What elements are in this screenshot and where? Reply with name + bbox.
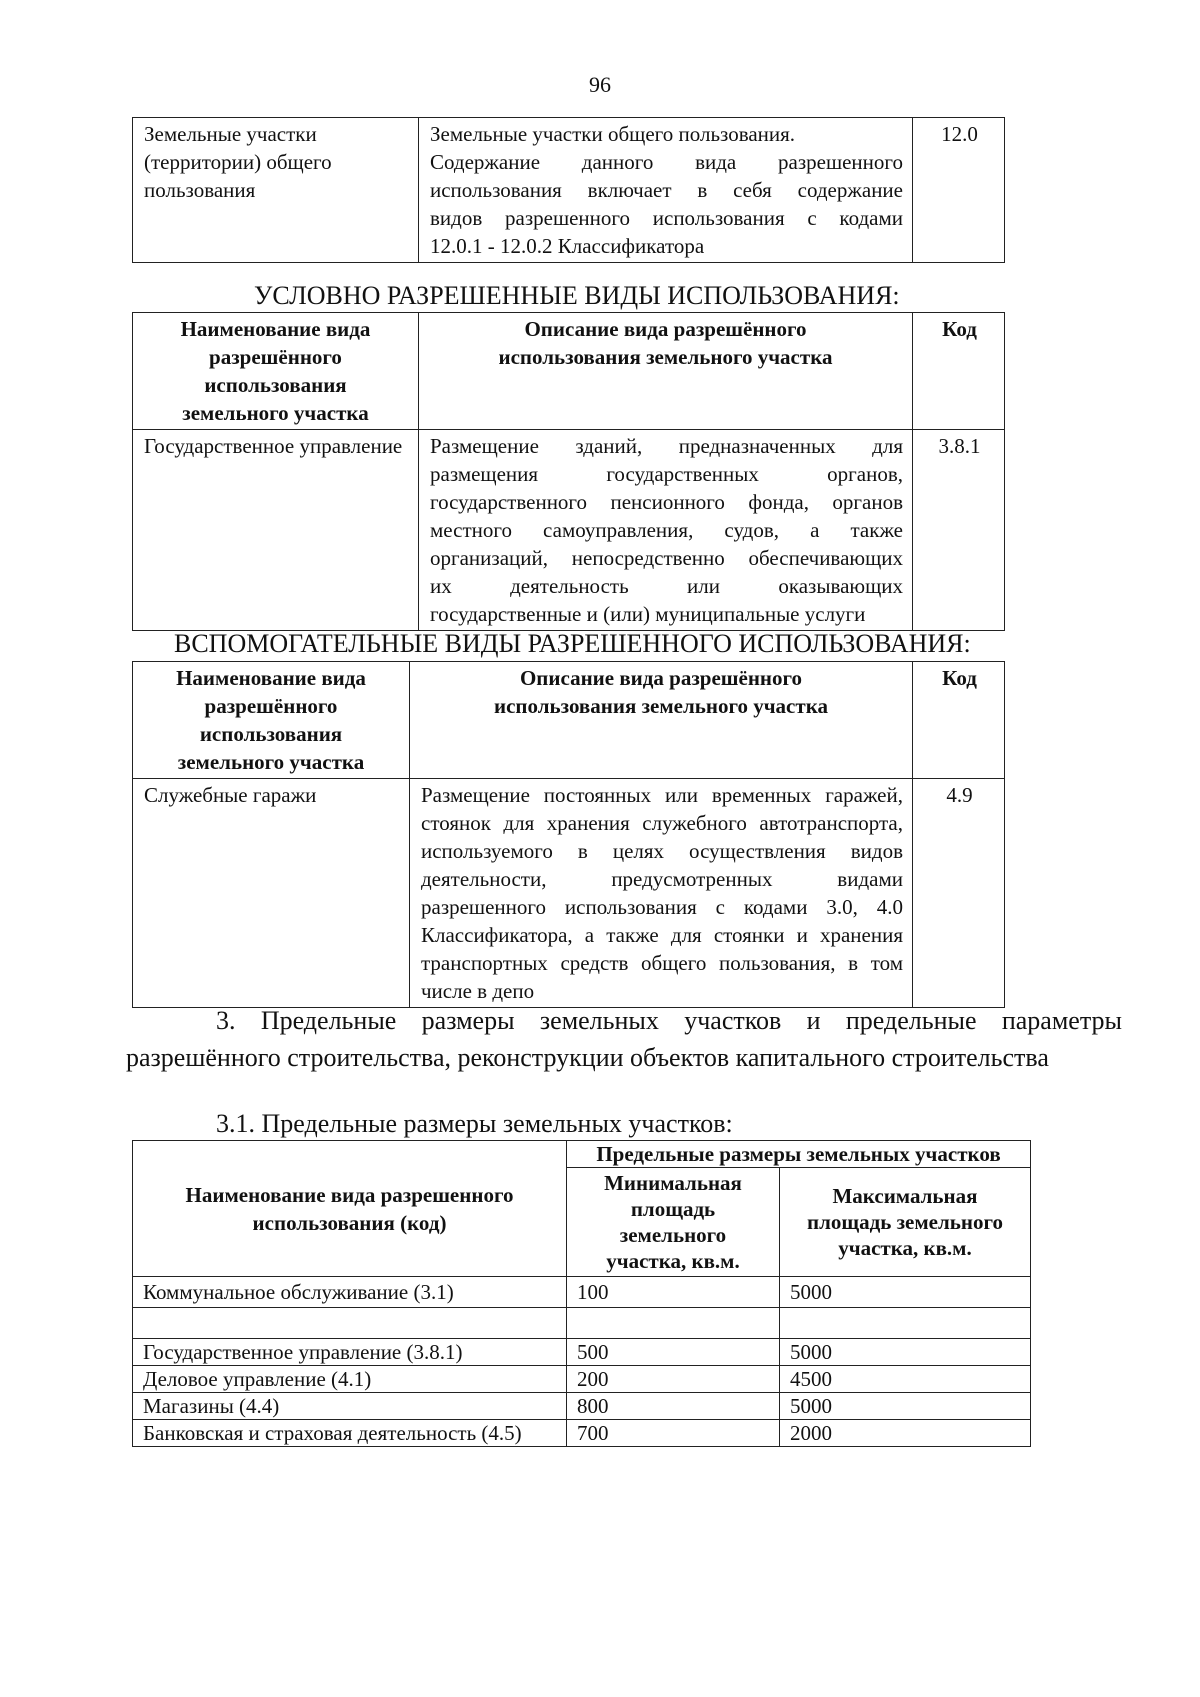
use-name-cell: Коммунальное обслуживание (3.1) [133,1277,567,1308]
table-row [133,430,1005,631]
table-row [133,779,1005,1008]
table-row [133,1277,1031,1308]
table-row [133,1420,1031,1447]
table-header-row [133,662,1005,779]
table-row [133,118,1005,263]
use-name-cell: Государственное управление (3.8.1) [133,1339,567,1366]
paragraph-3-1: 3.1. Предельные размеры земельных участков: [216,1109,733,1138]
use-name-cell: Государственное управление [133,430,419,631]
table-row [133,1393,1031,1420]
section-title-auxiliary: ВСПОМОГАТЕЛЬНЫЕ ВИДЫ РАЗРЕШЕННОГО ИСПОЛЬЗОВАНИЯ: [174,629,971,658]
max-area-cell: 2000 [780,1420,1031,1447]
use-name-cell: Магазины (4.4) [133,1393,567,1420]
use-description-cell: Размещение зданий, предназначенных для размещения государственных органов, государственного пенсионного фонда, органов местного самоуправления, судов, а также организаций, непосредственно обеспечивающих их деятельность или оказывающих государственные и (или) муниципальные услуги [419,430,913,631]
header-use-name: Наименование вида разрешённого использования земельного участка [133,662,410,779]
section-title-conditional: УСЛОВНО РАЗРЕШЕННЫЕ ВИДЫ ИСПОЛЬЗОВАНИЯ: [254,281,900,310]
header-size-group: Предельные размеры земельных участков [567,1141,1031,1168]
max-area-cell [780,1308,1031,1339]
table-auxiliary-uses [132,661,1005,1008]
header-use-name: Наименование вида разрешённого использования земельного участка [133,313,419,430]
paragraph-3: 3. Предельные размеры земельных участков и предельные параметры разрешённого строительства, реконструкции объектов капитального строительства [126,1006,1122,1072]
use-name-cell: Банковская и страховая деятельность (4.5) [133,1420,567,1447]
header-min-area: Минимальная площадь земельного участка, кв.м. [567,1168,780,1277]
header-use-code: Код [913,662,1005,779]
use-code-cell: 4.9 [913,779,1005,1008]
table-conditional-uses [132,312,1005,631]
table-row [133,1339,1031,1366]
min-area-cell: 800 [567,1393,780,1420]
header-use-description: Описание вида разрешённого использования земельного участка [419,313,913,430]
table-header-row [133,313,1005,430]
header-use-name-code: Наименование вида разрешенного использования (код) [133,1141,567,1277]
header-use-description: Описание вида разрешённого использования земельного участка [410,662,913,779]
min-area-cell: 200 [567,1366,780,1393]
use-name-cell [133,1308,567,1339]
table-row [133,1308,1031,1339]
header-max-area: Максимальная площадь земельного участка, кв.м. [780,1168,1031,1277]
header-use-code: Код [913,313,1005,430]
table-general-use [132,117,1005,263]
min-area-cell [567,1308,780,1339]
max-area-cell: 5000 [780,1277,1031,1308]
use-name-cell: Служебные гаражи [133,779,410,1008]
use-name-cell: Земельные участки (территории) общего пользования [133,118,419,263]
max-area-cell: 5000 [780,1393,1031,1420]
use-description-cell: Размещение постоянных или временных гаражей, стоянок для хранения служебного автотранспорта, используемого в целях осуществления видов деятельности, предусмотренных видами разрешенного использования с кодами 3.0, 4.0 Классификатора, а также для стоянки и хранения транспортных средств общего пользования, в том числе в депо [410,779,913,1008]
min-area-cell: 100 [567,1277,780,1308]
use-description-cell: Земельные участки общего пользования. Содержание данного вида разрешенного использования включает в себя содержание видов разрешенного использования с кодами 12.0.1 - 12.0.2 Классификатора [419,118,913,263]
use-code-cell: 12.0 [913,118,1005,263]
max-area-cell: 4500 [780,1366,1031,1393]
page-number: 96 [589,72,611,97]
min-area-cell: 700 [567,1420,780,1447]
table-plot-sizes [132,1140,1031,1447]
use-code-cell: 3.8.1 [913,430,1005,631]
table-header-row [133,1141,1031,1168]
use-name-cell: Деловое управление (4.1) [133,1366,567,1393]
min-area-cell: 500 [567,1339,780,1366]
table-row [133,1366,1031,1393]
max-area-cell: 5000 [780,1339,1031,1366]
